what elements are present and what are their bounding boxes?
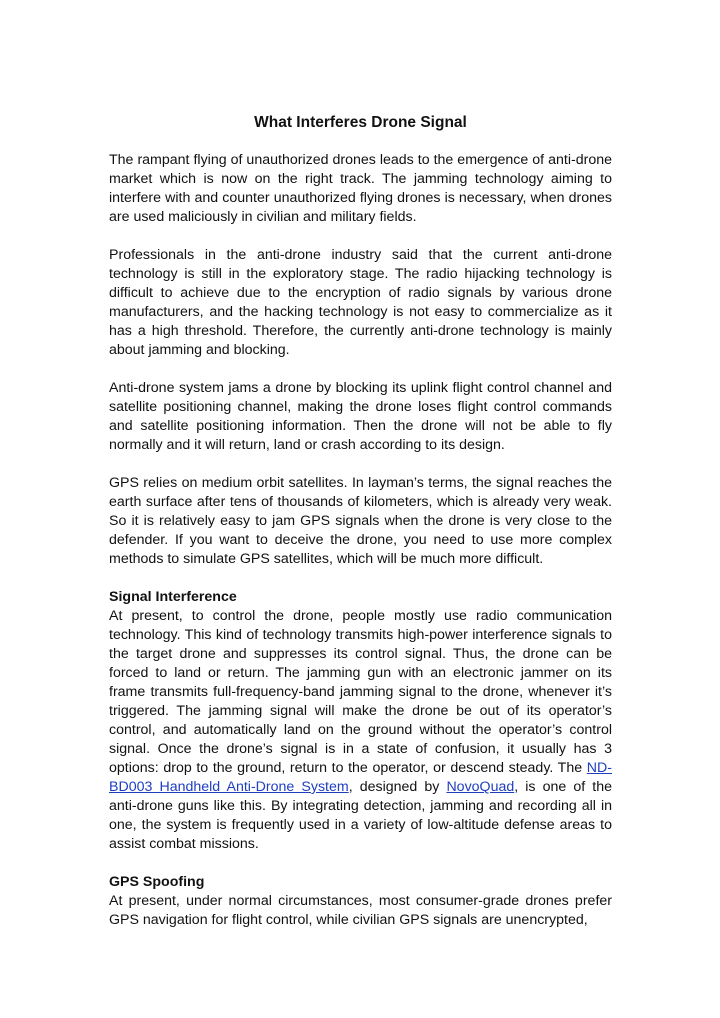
document-title: What Interferes Drone Signal	[254, 114, 467, 131]
section-heading-signal-interference: Signal Interference	[109, 589, 237, 605]
section-signal-interference	[109, 588, 612, 854]
signal-text-after-links: , is one of the anti-drone guns like this. By integrating detection, jamming and recording all in one, the system is frequently used in a variety of low-altitude defense areas to assist combat missions.	[109, 779, 612, 852]
document-body	[109, 113, 612, 949]
paragraph-intro: The rampant flying of unauthorized drones leads to the emergence of anti-drone market which is now on the right track. The jamming technology aiming to interfere with and counter unauthorized flying drones is necessary, when drones are used maliciously in civilian and military fields.	[109, 152, 612, 225]
section-heading-gps-spoofing: GPS Spoofing	[109, 874, 205, 890]
paragraph-industry: Professionals in the anti-drone industry said that the current anti-drone technology is still in the exploratory stage. The radio hijacking technology is difficult to achieve due to the encryption of radio signals by various drone manufacturers, and the hacking technology is not easy to commercialize as it has a high threshold. Therefore, the currently anti-drone technology is mainly about jamming and blocking.	[109, 247, 612, 358]
paragraph-gps: GPS relies on medium orbit satellites. In layman’s terms, the signal reaches the earth surface after tens of thousands of kilometers, which is already very weak. So it is relatively easy to jam GPS signals when the drone is very close to the defender. If you want to deceive the drone, you need to use more complex methods to simulate GPS satellites, which will be much more difficult.	[109, 475, 612, 567]
product-link[interactable]: ND-BD003 Handheld Anti-Drone System	[109, 760, 612, 795]
company-link[interactable]: NovoQuad	[446, 779, 515, 795]
signal-text-before-link: At present, to control the drone, people mostly use radio communication technology. This kind of technology transmits high-power interference signals to the target drone and suppresses its control signal. Thus, the drone can be forced to land or return. The jamming gun with an electronic jammer on its frame transmits full-frequency-band jamming signal to the drone, whenever it’s triggered. The jamming signal will make the drone be out of its operator’s control, and automatically land on the ground without the operator’s control signal. Once the drone’s signal is in a state of confusion, it usually has 3 options: drop to the ground, return to the operator, or descend steady. The	[109, 608, 612, 776]
gps-spoofing-text: At present, under normal circumstances, most consumer-grade drones prefer GPS navigation for flight control, while civilian GPS signals are unencrypted,	[109, 893, 612, 928]
paragraph-jamming: Anti-drone system jams a drone by blocking its uplink flight control channel and satellite positioning channel, making the drone loses flight control commands and satellite positioning information. Then the drone will not be able to fly normally and it will return, land or crash according to its design.	[109, 380, 612, 453]
signal-text-between-links: , designed by	[348, 779, 447, 795]
section-gps-spoofing	[109, 873, 612, 930]
